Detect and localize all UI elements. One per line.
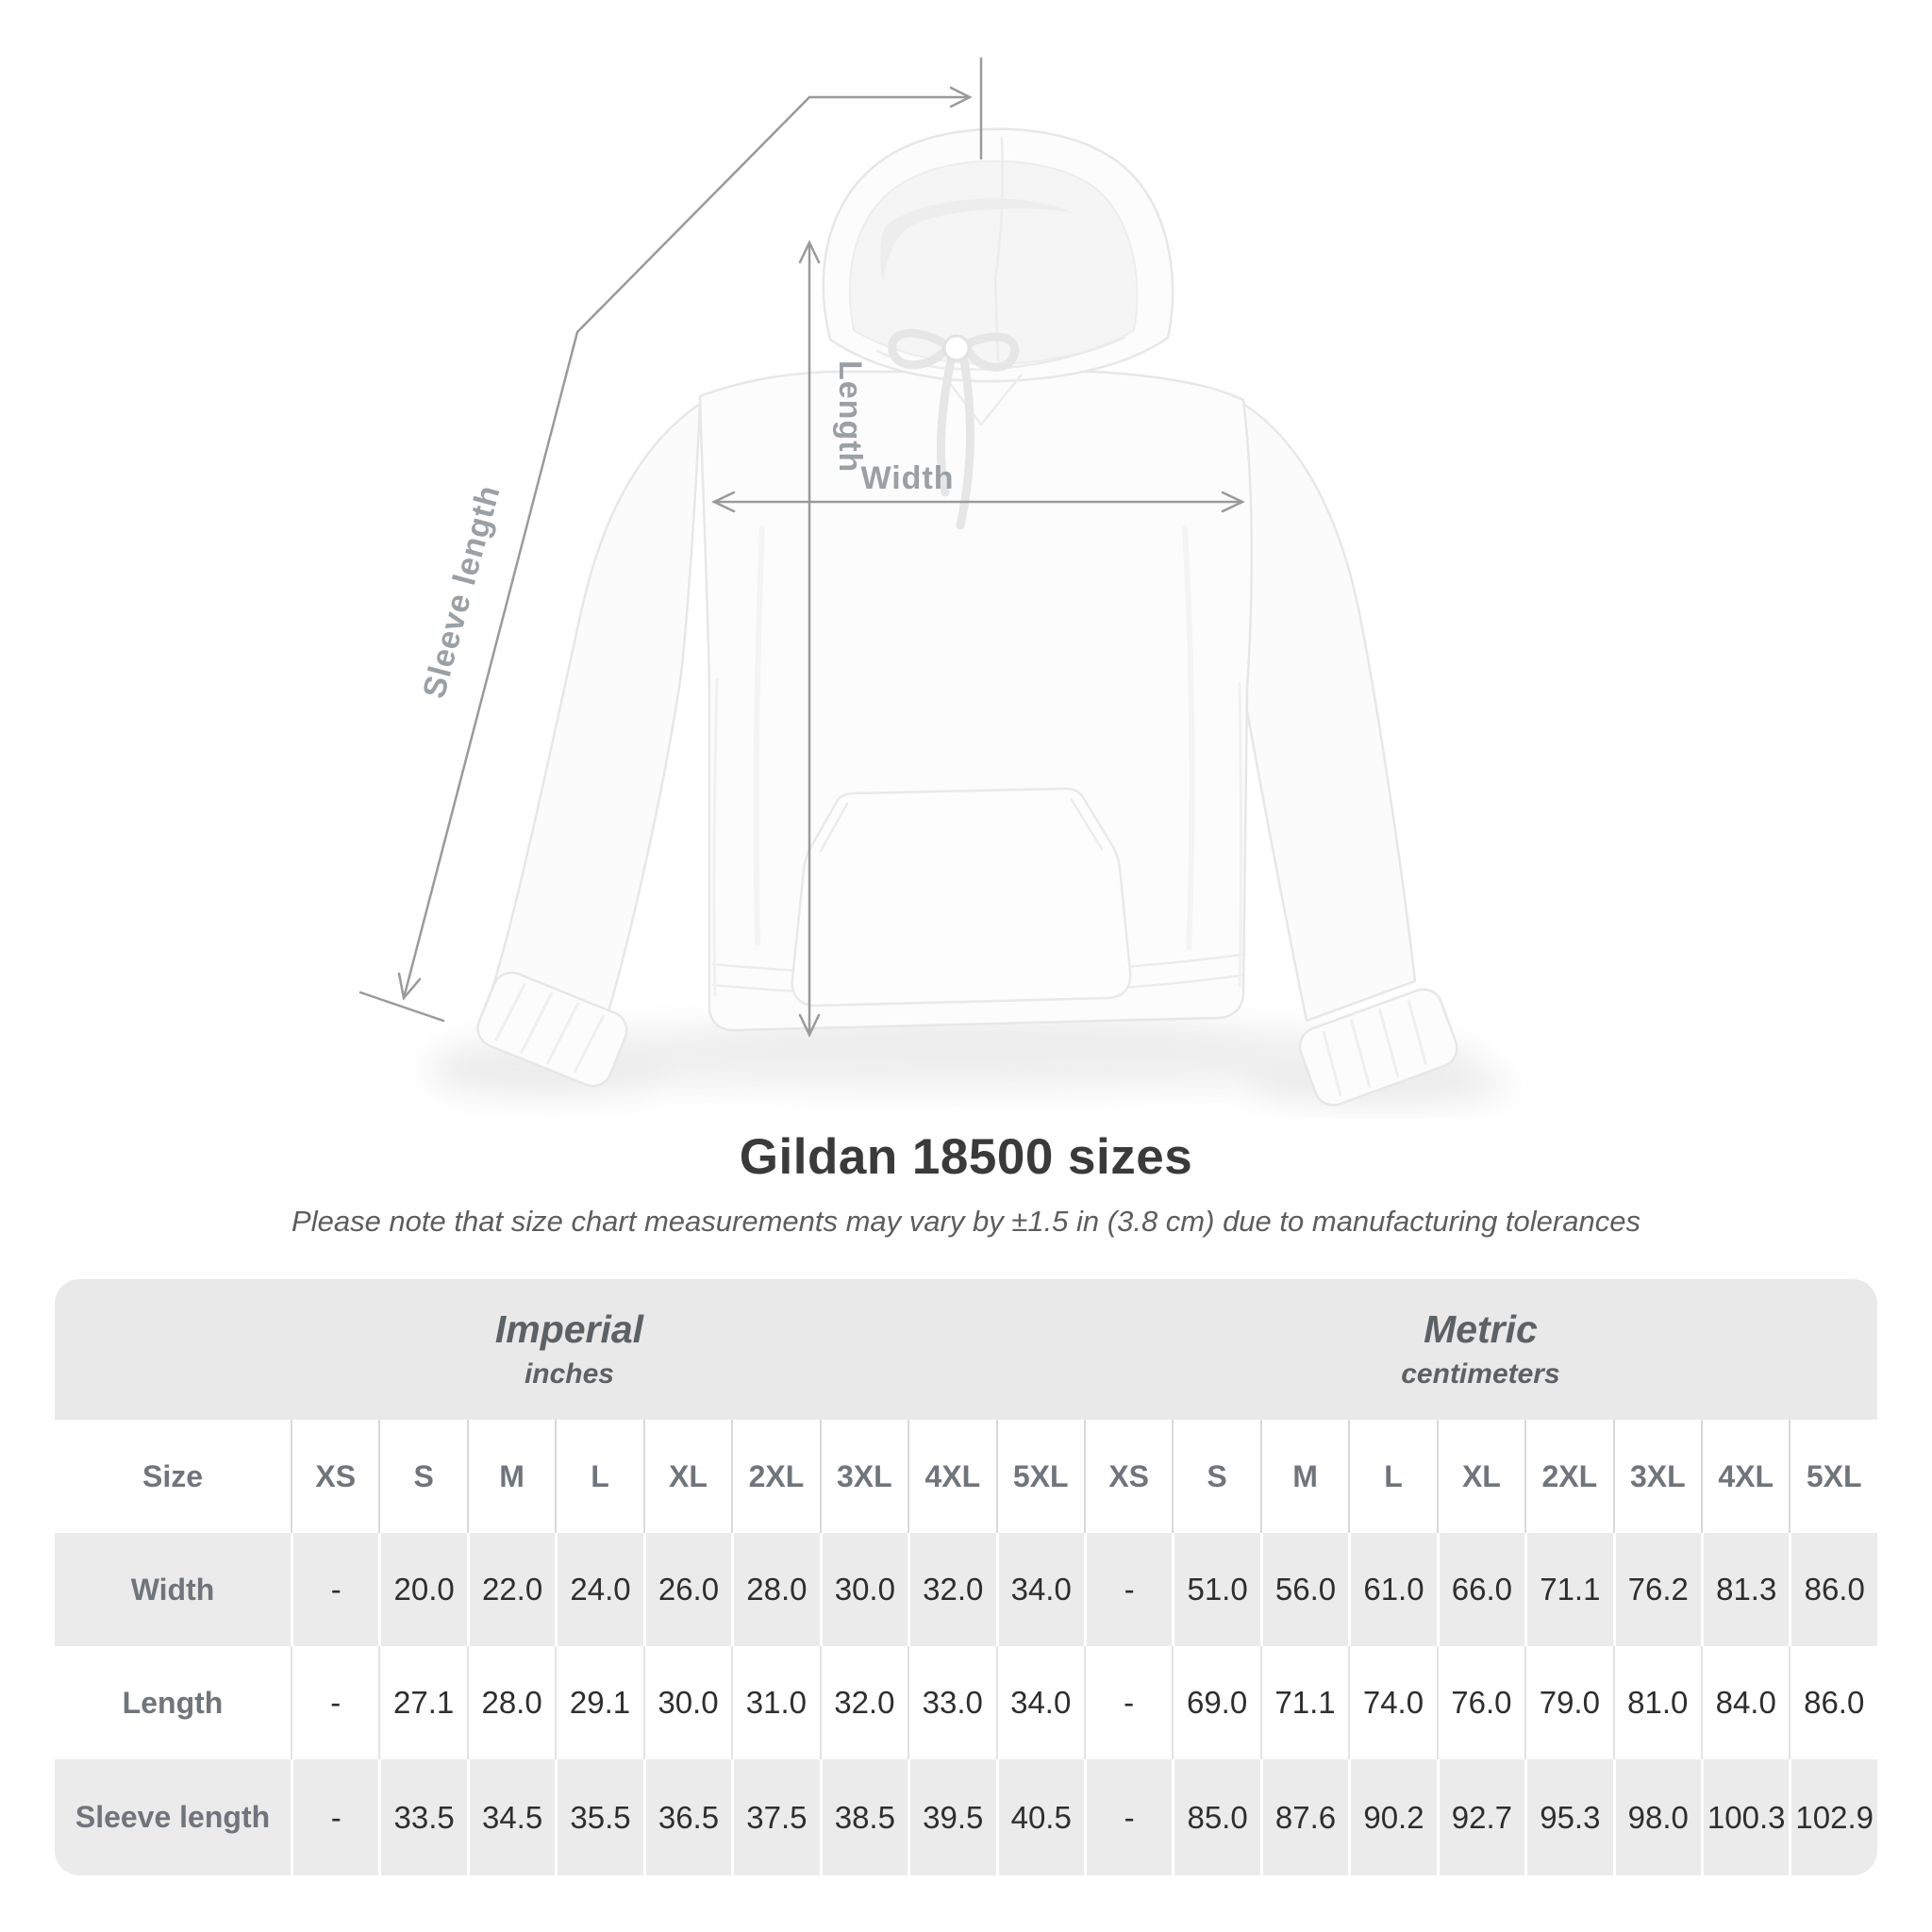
imperial-unit: inches — [524, 1358, 614, 1390]
size-value-cell: 61.0 — [1348, 1533, 1436, 1646]
size-value-cell: 33.0 — [908, 1646, 995, 1759]
size-value-cell: 29.1 — [555, 1646, 642, 1759]
size-value-cell: 39.5 — [908, 1759, 995, 1875]
measurement-row-label: Length — [55, 1646, 291, 1759]
size-value-cell: 30.0 — [820, 1533, 908, 1646]
size-column-header: XL — [643, 1420, 731, 1533]
size-value-cell: 102.9 — [1789, 1759, 1877, 1875]
size-value-cell: 32.0 — [820, 1646, 908, 1759]
size-value-cell: 66.0 — [1437, 1533, 1524, 1646]
size-header-row — [55, 1420, 1877, 1533]
size-value-cell: 71.1 — [1260, 1646, 1348, 1759]
size-value-cell: 34.0 — [996, 1646, 1084, 1759]
size-value-cell: 28.0 — [467, 1646, 555, 1759]
metric-label: Metric — [1424, 1307, 1538, 1351]
size-column-header: XL — [1437, 1420, 1524, 1533]
size-value-cell: 56.0 — [1260, 1533, 1348, 1646]
page-title: Gildan 18500 sizes — [739, 1129, 1193, 1185]
size-value-cell: - — [291, 1759, 378, 1875]
size-value-cell: 74.0 — [1348, 1646, 1436, 1759]
size-column-header: 2XL — [1524, 1420, 1612, 1533]
unit-band-row — [55, 1279, 1877, 1420]
imperial-unit-header — [55, 1279, 1084, 1420]
metric-unit: centimeters — [1401, 1358, 1560, 1390]
size-value-cell: 20.0 — [378, 1533, 466, 1646]
size-column-header: M — [1260, 1420, 1348, 1533]
length-row — [55, 1646, 1877, 1759]
size-column-header: S — [378, 1420, 466, 1533]
measurement-row-label: Sleeve length — [55, 1759, 291, 1875]
tolerance-note: Please note that size chart measurements may vary by ±1.5 in (3.8 cm) due to manufacturing tolerances — [291, 1205, 1641, 1238]
size-value-cell: 100.3 — [1701, 1759, 1789, 1875]
size-value-cell: 95.3 — [1524, 1759, 1612, 1875]
size-value-cell: 98.0 — [1613, 1759, 1701, 1875]
size-value-cell: - — [291, 1646, 378, 1759]
size-value-cell: 36.5 — [643, 1759, 731, 1875]
size-value-cell: 84.0 — [1701, 1646, 1789, 1759]
size-value-cell: - — [1084, 1759, 1172, 1875]
size-value-cell: 37.5 — [731, 1759, 819, 1875]
width-row — [55, 1533, 1877, 1646]
size-value-cell: 38.5 — [820, 1759, 908, 1875]
size-value-cell: 87.6 — [1260, 1759, 1348, 1875]
size-column-header: S — [1172, 1420, 1259, 1533]
size-column-header: 2XL — [731, 1420, 819, 1533]
size-table-grid — [55, 1279, 1877, 1875]
size-value-cell: 24.0 — [555, 1533, 642, 1646]
metric-unit-header — [1084, 1279, 1877, 1420]
size-value-cell: 90.2 — [1348, 1759, 1436, 1875]
size-value-cell: 34.5 — [467, 1759, 555, 1875]
size-column-header: 4XL — [1701, 1420, 1789, 1533]
size-value-cell: 28.0 — [731, 1533, 819, 1646]
size-value-cell: - — [291, 1533, 378, 1646]
hoodie-illustration — [472, 129, 1461, 1110]
size-value-cell: 30.0 — [643, 1646, 731, 1759]
size-column-header: 4XL — [908, 1420, 995, 1533]
size-value-cell: 86.0 — [1789, 1646, 1877, 1759]
width-label: Width — [860, 460, 955, 496]
length-label: Length — [832, 360, 868, 474]
measurement-row-label: Width — [55, 1533, 291, 1646]
size-column-header: L — [555, 1420, 642, 1533]
size-value-cell: 86.0 — [1789, 1533, 1877, 1646]
size-value-cell: 85.0 — [1172, 1759, 1259, 1875]
size-value-cell: 27.1 — [378, 1646, 466, 1759]
size-value-cell: 69.0 — [1172, 1646, 1259, 1759]
size-value-cell: 32.0 — [908, 1533, 995, 1646]
size-value-cell: 92.7 — [1437, 1759, 1524, 1875]
size-value-cell: 79.0 — [1524, 1646, 1612, 1759]
size-column-header: 3XL — [1613, 1420, 1701, 1533]
size-value-cell: 81.0 — [1613, 1646, 1701, 1759]
size-value-cell: 35.5 — [555, 1759, 642, 1875]
size-column-header: M — [467, 1420, 555, 1533]
size-column-title: Size — [55, 1420, 291, 1533]
size-column-header: 3XL — [820, 1420, 908, 1533]
size-value-cell: 40.5 — [996, 1759, 1084, 1875]
size-column-header: XS — [291, 1420, 378, 1533]
size-value-cell: 31.0 — [731, 1646, 819, 1759]
size-value-cell: 71.1 — [1524, 1533, 1612, 1646]
size-column-header: L — [1348, 1420, 1436, 1533]
size-value-cell: 81.3 — [1701, 1533, 1789, 1646]
size-column-header: 5XL — [1789, 1420, 1877, 1533]
size-column-header: 5XL — [996, 1420, 1084, 1533]
size-value-cell: 76.0 — [1437, 1646, 1524, 1759]
imperial-label: Imperial — [494, 1307, 644, 1351]
size-table — [55, 1279, 1877, 1875]
heading-block — [0, 1128, 1932, 1239]
size-value-cell: 34.0 — [996, 1533, 1084, 1646]
size-value-cell: 26.0 — [643, 1533, 731, 1646]
size-value-cell: 76.2 — [1613, 1533, 1701, 1646]
sleeve-length-row — [55, 1759, 1877, 1875]
size-value-cell: 22.0 — [467, 1533, 555, 1646]
size-column-header: XS — [1084, 1420, 1172, 1533]
size-value-cell: - — [1084, 1533, 1172, 1646]
sleeve-length-label: Sleeve length — [415, 481, 508, 703]
size-value-cell: 51.0 — [1172, 1533, 1259, 1646]
size-value-cell: 33.5 — [378, 1759, 466, 1875]
size-value-cell: - — [1084, 1646, 1172, 1759]
